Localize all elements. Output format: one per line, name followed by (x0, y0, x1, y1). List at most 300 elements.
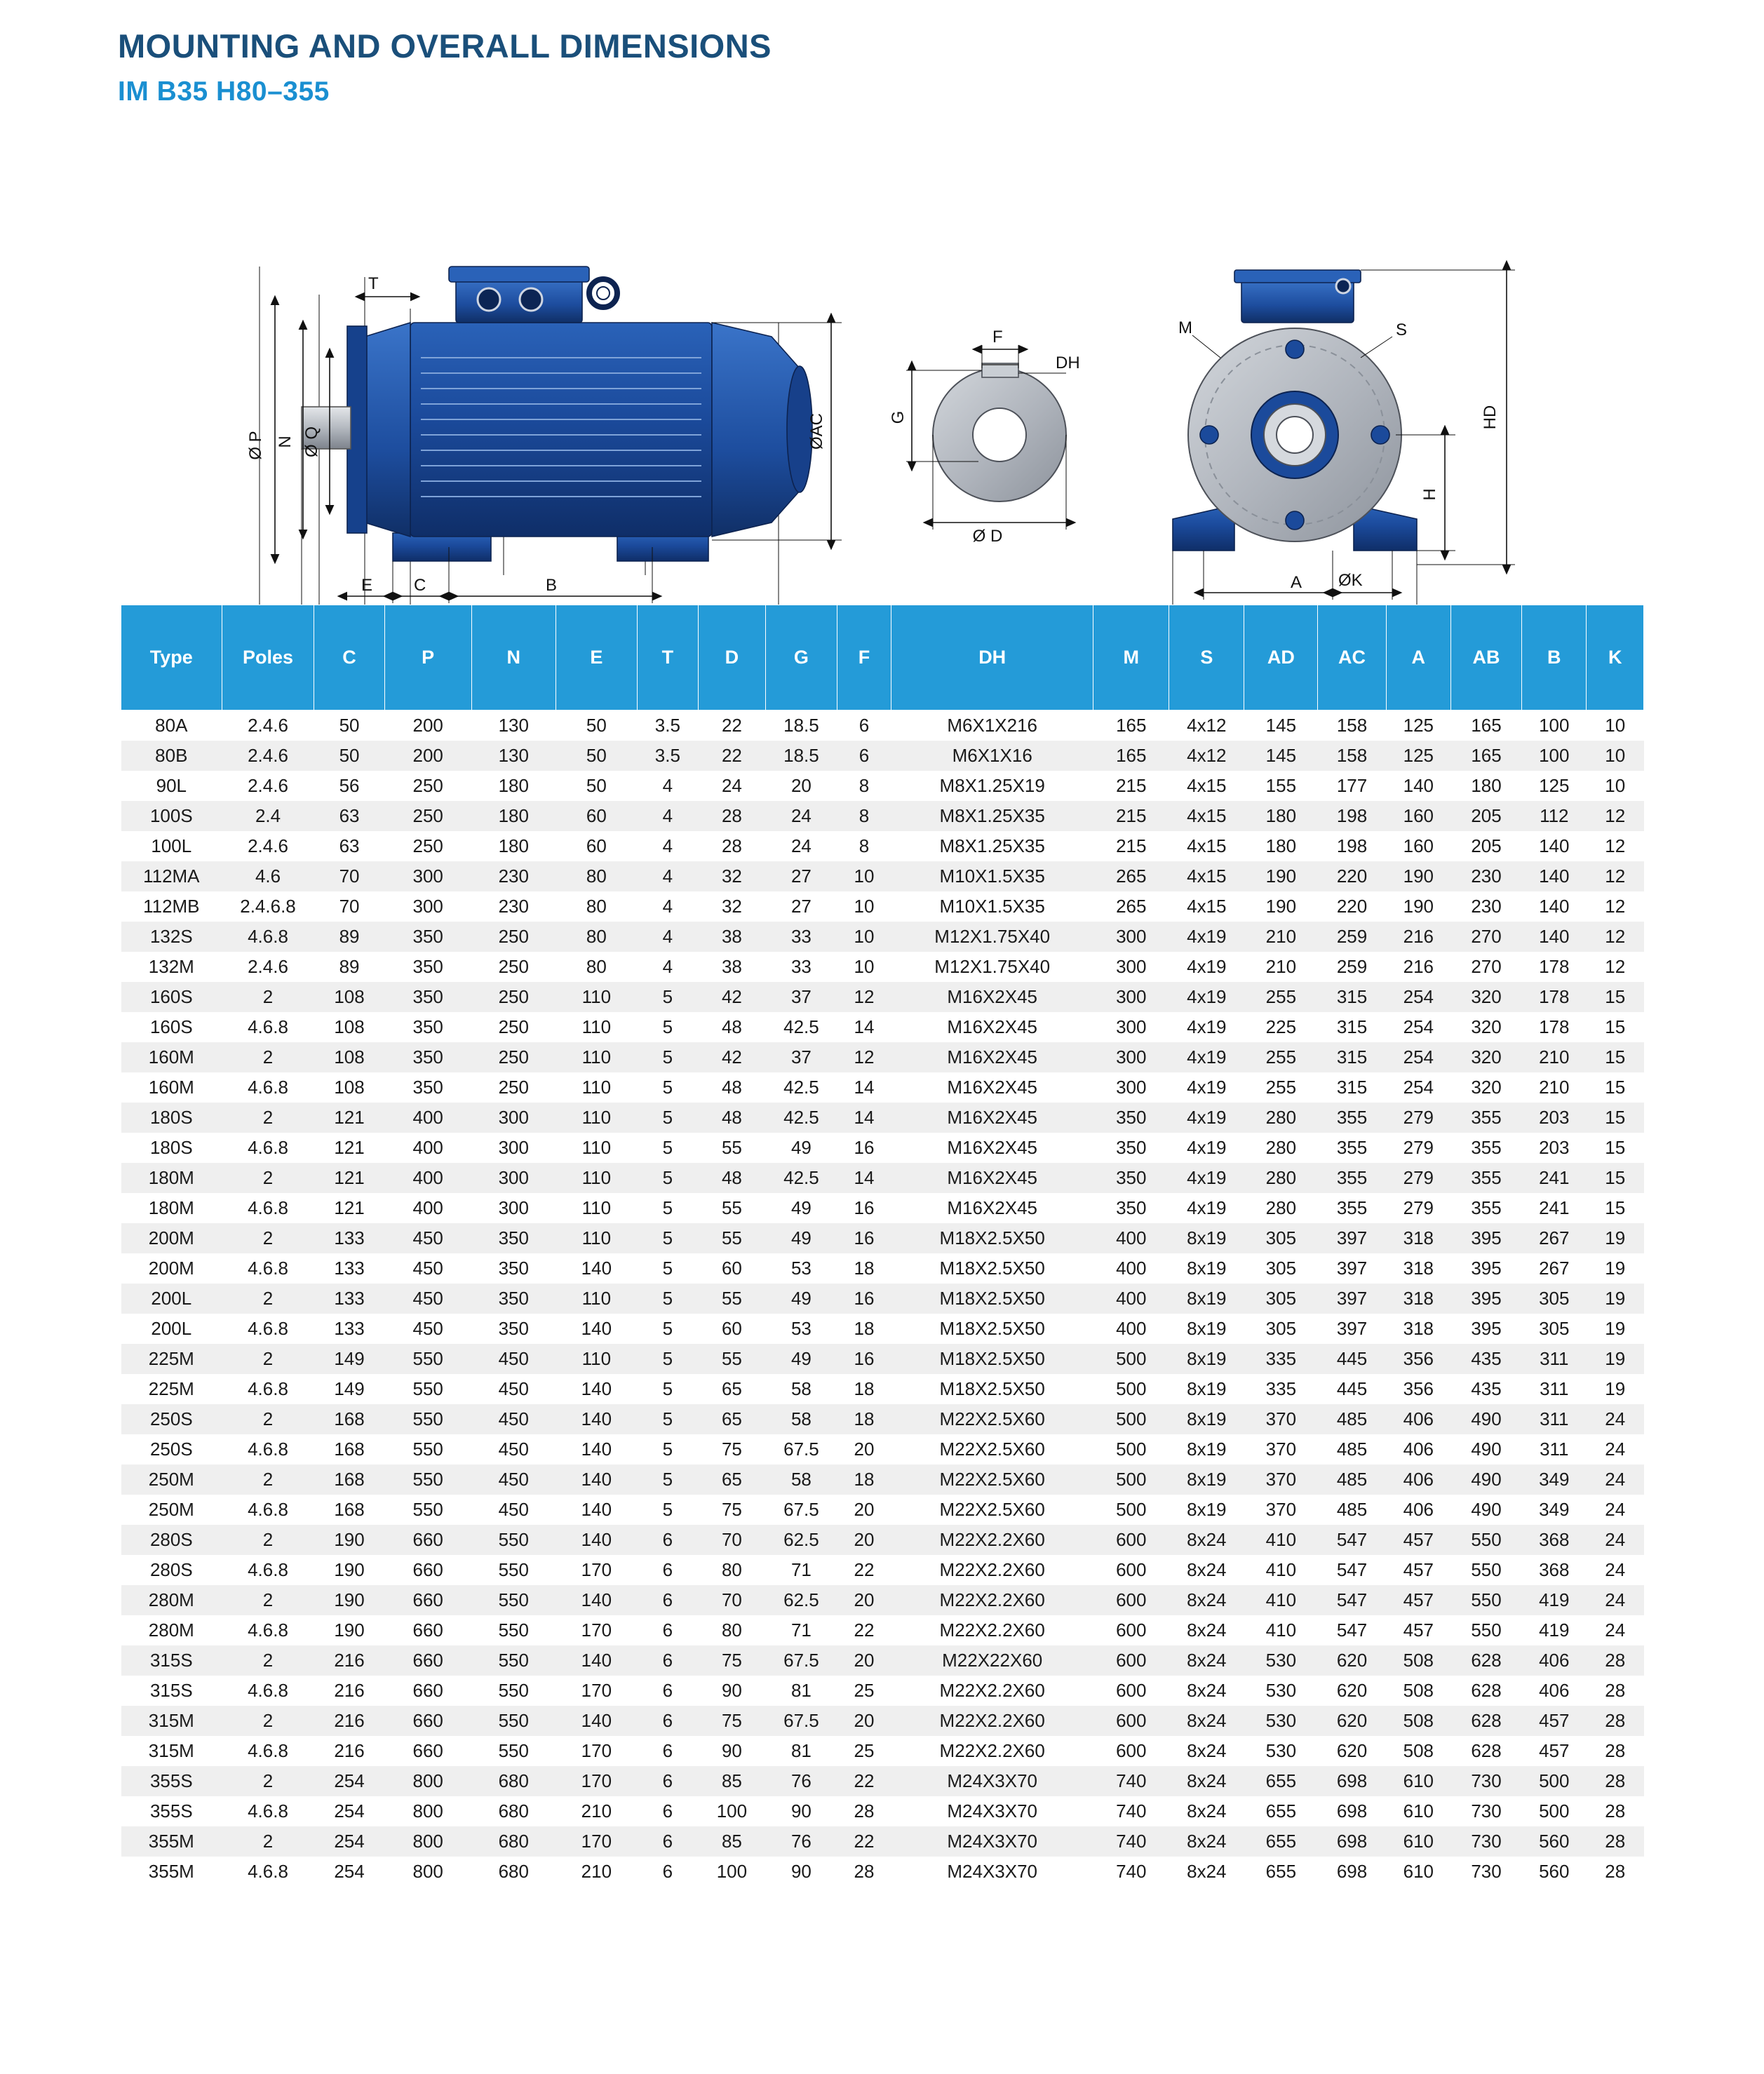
table-cell-k: 19 (1587, 1284, 1644, 1314)
table-cell-t: 5 (637, 1404, 698, 1434)
table-cell-e: 110 (556, 982, 637, 1012)
table-cell-t: 6 (637, 1676, 698, 1706)
table-cell-ac: 620 (1318, 1676, 1386, 1706)
table-cell-dh: M6X1X216 (891, 711, 1093, 741)
table-cell-n: 130 (471, 711, 556, 741)
table-cell-f: 12 (837, 982, 891, 1012)
table-cell-p: 350 (384, 952, 471, 982)
table-cell-ad: 530 (1244, 1676, 1318, 1706)
table-cell-poles: 4.6.8 (222, 1133, 314, 1163)
table-row (121, 1133, 1644, 1163)
table-cell-f: 14 (837, 1012, 891, 1042)
table-cell-ab: 205 (1450, 801, 1521, 831)
table-cell-k: 10 (1587, 741, 1644, 771)
svg-text:Ø P: Ø P (246, 431, 265, 460)
table-cell-n: 450 (471, 1464, 556, 1495)
table-cell-poles: 2 (222, 1223, 314, 1253)
table-cell-ac: 220 (1318, 861, 1386, 891)
table-cell-b: 178 (1522, 952, 1587, 982)
dimensions-table (121, 605, 1644, 1887)
table-cell-s: 4x19 (1169, 982, 1244, 1012)
table-cell-d: 90 (698, 1676, 765, 1706)
table-cell-n: 300 (471, 1193, 556, 1223)
svg-text:E: E (361, 576, 373, 595)
table-cell-n: 300 (471, 1163, 556, 1193)
table-cell-t: 6 (637, 1525, 698, 1555)
table-row (121, 1344, 1644, 1374)
table-cell-t: 6 (637, 1796, 698, 1826)
table-cell-k: 15 (1587, 1133, 1644, 1163)
table-cell-dh: M22X2.2X60 (891, 1525, 1093, 1555)
table-cell-ac: 355 (1318, 1163, 1386, 1193)
table-cell-d: 42 (698, 982, 765, 1012)
table-cell-f: 8 (837, 801, 891, 831)
table-cell-m: 265 (1093, 891, 1169, 922)
table-cell-m: 300 (1093, 922, 1169, 952)
table-cell-ac: 158 (1318, 741, 1386, 771)
table-cell-ab: 490 (1450, 1434, 1521, 1464)
table-cell-f: 20 (837, 1495, 891, 1525)
table-cell-k: 12 (1587, 891, 1644, 922)
table-col-header-type: Type (121, 605, 222, 711)
table-cell-ad: 305 (1244, 1253, 1318, 1284)
table-cell-b: 100 (1522, 741, 1587, 771)
table-cell-f: 10 (837, 861, 891, 891)
table-cell-e: 110 (556, 1223, 637, 1253)
table-cell-n: 550 (471, 1615, 556, 1645)
table-col-header-c: C (314, 605, 384, 711)
table-cell-ab: 355 (1450, 1103, 1521, 1133)
table-cell-type: 280S (121, 1525, 222, 1555)
table-row (121, 1766, 1644, 1796)
table-row (121, 1434, 1644, 1464)
table-cell-ad: 655 (1244, 1796, 1318, 1826)
table-cell-ab: 355 (1450, 1133, 1521, 1163)
table-cell-t: 6 (637, 1826, 698, 1857)
table-cell-ac: 620 (1318, 1706, 1386, 1736)
table-cell-dh: M24X3X70 (891, 1766, 1093, 1796)
table-cell-c: 121 (314, 1163, 384, 1193)
table-row (121, 1645, 1644, 1676)
table-cell-t: 5 (637, 1133, 698, 1163)
table-cell-ad: 370 (1244, 1495, 1318, 1525)
table-cell-e: 50 (556, 771, 637, 801)
table-cell-p: 200 (384, 741, 471, 771)
table-cell-d: 75 (698, 1495, 765, 1525)
table-cell-d: 38 (698, 922, 765, 952)
table-col-header-k: K (1587, 605, 1644, 711)
table-cell-g: 76 (766, 1826, 837, 1857)
table-cell-e: 50 (556, 711, 637, 741)
table-row (121, 1072, 1644, 1103)
table-cell-f: 18 (837, 1404, 891, 1434)
table-cell-m: 400 (1093, 1253, 1169, 1284)
table-cell-poles: 4.6.8 (222, 1434, 314, 1464)
table-cell-s: 8x19 (1169, 1434, 1244, 1464)
table-cell-m: 500 (1093, 1374, 1169, 1404)
table-cell-e: 110 (556, 1103, 637, 1133)
table-cell-m: 400 (1093, 1314, 1169, 1344)
table-cell-a: 254 (1386, 1072, 1450, 1103)
table-cell-b: 419 (1522, 1615, 1587, 1645)
table-cell-f: 10 (837, 952, 891, 982)
table-cell-e: 140 (556, 1434, 637, 1464)
table-cell-dh: M24X3X70 (891, 1826, 1093, 1857)
svg-text:Ø Q: Ø Q (302, 426, 321, 458)
table-row (121, 1284, 1644, 1314)
table-cell-m: 265 (1093, 861, 1169, 891)
table-cell-b: 500 (1522, 1766, 1587, 1796)
table-cell-f: 10 (837, 922, 891, 952)
table-cell-poles: 2.4 (222, 801, 314, 831)
table-cell-type: 315M (121, 1706, 222, 1736)
table-row (121, 1525, 1644, 1555)
table-cell-k: 28 (1587, 1645, 1644, 1676)
table-cell-a: 457 (1386, 1525, 1450, 1555)
table-cell-ac: 315 (1318, 1012, 1386, 1042)
table-cell-m: 400 (1093, 1223, 1169, 1253)
table-cell-m: 500 (1093, 1464, 1169, 1495)
table-cell-t: 6 (637, 1857, 698, 1887)
table-cell-poles: 4.6.8 (222, 1314, 314, 1344)
table-cell-dh: M22X2.5X60 (891, 1404, 1093, 1434)
table-cell-s: 4x19 (1169, 952, 1244, 982)
table-cell-poles: 2.4.6 (222, 771, 314, 801)
table-cell-c: 108 (314, 1042, 384, 1072)
table-cell-poles: 2 (222, 1766, 314, 1796)
table-cell-poles: 4.6.8 (222, 1374, 314, 1404)
table-cell-ab: 550 (1450, 1525, 1521, 1555)
table-cell-d: 22 (698, 711, 765, 741)
table-row (121, 1193, 1644, 1223)
table-cell-b: 560 (1522, 1826, 1587, 1857)
table-cell-ab: 180 (1450, 771, 1521, 801)
table-cell-e: 110 (556, 1163, 637, 1193)
table-cell-s: 8x19 (1169, 1344, 1244, 1374)
table-cell-n: 450 (471, 1495, 556, 1525)
svg-text:H: H (1420, 488, 1439, 501)
table-cell-type: 225M (121, 1374, 222, 1404)
table-cell-t: 5 (637, 1464, 698, 1495)
svg-text:HD: HD (1481, 405, 1500, 430)
table-cell-p: 250 (384, 831, 471, 861)
table-cell-b: 203 (1522, 1103, 1587, 1133)
table-cell-n: 450 (471, 1404, 556, 1434)
table-cell-f: 10 (837, 891, 891, 922)
table-cell-f: 14 (837, 1072, 891, 1103)
table-cell-a: 160 (1386, 801, 1450, 831)
table-cell-s: 8x24 (1169, 1525, 1244, 1555)
table-cell-a: 140 (1386, 771, 1450, 801)
table-cell-s: 4x19 (1169, 1103, 1244, 1133)
table-cell-ab: 628 (1450, 1706, 1521, 1736)
table-cell-g: 18.5 (766, 741, 837, 771)
table-cell-c: 254 (314, 1766, 384, 1796)
table-cell-dh: M18X2.5X50 (891, 1223, 1093, 1253)
table-cell-g: 58 (766, 1464, 837, 1495)
table-cell-t: 5 (637, 1223, 698, 1253)
table-cell-type: 315S (121, 1676, 222, 1706)
table-cell-dh: M16X2X45 (891, 1133, 1093, 1163)
table-cell-c: 108 (314, 1072, 384, 1103)
table-cell-t: 5 (637, 1042, 698, 1072)
table-cell-ad: 180 (1244, 831, 1318, 861)
table-cell-k: 19 (1587, 1253, 1644, 1284)
table-cell-m: 300 (1093, 1042, 1169, 1072)
table-cell-b: 349 (1522, 1464, 1587, 1495)
table-cell-t: 5 (637, 1253, 698, 1284)
table-cell-e: 110 (556, 1193, 637, 1223)
table-cell-p: 800 (384, 1766, 471, 1796)
table-cell-k: 28 (1587, 1796, 1644, 1826)
table-cell-f: 8 (837, 831, 891, 861)
table-cell-b: 305 (1522, 1314, 1587, 1344)
table-cell-k: 24 (1587, 1434, 1644, 1464)
table-cell-ab: 490 (1450, 1495, 1521, 1525)
table-cell-d: 75 (698, 1706, 765, 1736)
table-cell-poles: 4.6.8 (222, 1676, 314, 1706)
table-row (121, 801, 1644, 831)
table-cell-m: 300 (1093, 982, 1169, 1012)
table-cell-type: 100L (121, 831, 222, 861)
table-cell-e: 60 (556, 831, 637, 861)
table-cell-k: 28 (1587, 1766, 1644, 1796)
table-cell-dh: M10X1.5X35 (891, 861, 1093, 891)
table-cell-a: 406 (1386, 1464, 1450, 1495)
table-cell-a: 318 (1386, 1253, 1450, 1284)
table-cell-ab: 435 (1450, 1344, 1521, 1374)
table-row (121, 1223, 1644, 1253)
table-col-header-ab: AB (1450, 605, 1521, 711)
table-cell-s: 8x19 (1169, 1284, 1244, 1314)
table-cell-g: 53 (766, 1314, 837, 1344)
table-row (121, 1012, 1644, 1042)
table-cell-g: 24 (766, 831, 837, 861)
table-cell-c: 149 (314, 1344, 384, 1374)
table-cell-k: 10 (1587, 771, 1644, 801)
table-row (121, 1857, 1644, 1887)
table-cell-ab: 395 (1450, 1314, 1521, 1344)
table-cell-f: 18 (837, 1464, 891, 1495)
table-cell-ac: 315 (1318, 1042, 1386, 1072)
table-cell-s: 8x24 (1169, 1736, 1244, 1766)
table-cell-poles: 2 (222, 1464, 314, 1495)
table-cell-f: 6 (837, 711, 891, 741)
table-cell-c: 133 (314, 1223, 384, 1253)
table-cell-g: 49 (766, 1133, 837, 1163)
table-cell-ad: 280 (1244, 1103, 1318, 1133)
table-cell-f: 16 (837, 1284, 891, 1314)
table-cell-ac: 355 (1318, 1133, 1386, 1163)
table-body (121, 711, 1644, 1887)
table-cell-ab: 730 (1450, 1826, 1521, 1857)
table-cell-type: 90L (121, 771, 222, 801)
table-cell-c: 190 (314, 1585, 384, 1615)
table-cell-poles: 2 (222, 1344, 314, 1374)
table-cell-k: 24 (1587, 1495, 1644, 1525)
table-cell-dh: M16X2X45 (891, 1042, 1093, 1072)
table-cell-p: 800 (384, 1826, 471, 1857)
table-cell-e: 80 (556, 861, 637, 891)
table-cell-n: 350 (471, 1223, 556, 1253)
table-cell-poles: 2 (222, 1585, 314, 1615)
table-cell-k: 15 (1587, 1042, 1644, 1072)
table-cell-f: 28 (837, 1857, 891, 1887)
table-cell-type: 112MA (121, 861, 222, 891)
table-cell-a: 279 (1386, 1103, 1450, 1133)
table-cell-p: 550 (384, 1495, 471, 1525)
table-cell-a: 254 (1386, 1042, 1450, 1072)
table-cell-m: 350 (1093, 1193, 1169, 1223)
table-cell-e: 80 (556, 922, 637, 952)
table-cell-g: 71 (766, 1555, 837, 1585)
table-cell-ac: 355 (1318, 1193, 1386, 1223)
table-cell-poles: 2 (222, 1042, 314, 1072)
table-cell-e: 140 (556, 1585, 637, 1615)
table-cell-d: 32 (698, 861, 765, 891)
table-cell-g: 42.5 (766, 1012, 837, 1042)
table-cell-n: 550 (471, 1525, 556, 1555)
table-cell-a: 125 (1386, 741, 1450, 771)
table-cell-p: 660 (384, 1676, 471, 1706)
table-cell-d: 55 (698, 1133, 765, 1163)
svg-text:N: N (276, 436, 295, 448)
table-cell-c: 70 (314, 861, 384, 891)
table-cell-f: 28 (837, 1796, 891, 1826)
table-cell-dh: M18X2.5X50 (891, 1253, 1093, 1284)
table-cell-ad: 155 (1244, 771, 1318, 801)
table-cell-s: 8x24 (1169, 1826, 1244, 1857)
table-cell-ab: 395 (1450, 1284, 1521, 1314)
table-cell-t: 6 (637, 1555, 698, 1585)
table-cell-ab: 628 (1450, 1645, 1521, 1676)
table-cell-f: 16 (837, 1223, 891, 1253)
table-cell-s: 4x12 (1169, 741, 1244, 771)
table-cell-type: 132M (121, 952, 222, 982)
table-cell-a: 508 (1386, 1676, 1450, 1706)
table-cell-b: 112 (1522, 801, 1587, 831)
table-cell-b: 100 (1522, 711, 1587, 741)
table-cell-n: 550 (471, 1555, 556, 1585)
table-cell-ac: 198 (1318, 801, 1386, 831)
table-cell-g: 42.5 (766, 1072, 837, 1103)
table-cell-g: 33 (766, 952, 837, 982)
table-cell-ac: 620 (1318, 1736, 1386, 1766)
table-col-header-m: M (1093, 605, 1169, 711)
table-cell-k: 24 (1587, 1555, 1644, 1585)
table-cell-n: 250 (471, 982, 556, 1012)
table-cell-d: 80 (698, 1555, 765, 1585)
table-cell-p: 250 (384, 801, 471, 831)
table-cell-c: 190 (314, 1525, 384, 1555)
table-cell-b: 305 (1522, 1284, 1587, 1314)
table-cell-f: 18 (837, 1374, 891, 1404)
table-cell-g: 81 (766, 1736, 837, 1766)
table-cell-ad: 335 (1244, 1374, 1318, 1404)
table-cell-t: 6 (637, 1706, 698, 1736)
table-cell-dh: M10X1.5X35 (891, 891, 1093, 922)
table-cell-b: 311 (1522, 1404, 1587, 1434)
table-cell-m: 740 (1093, 1826, 1169, 1857)
page-header (118, 27, 772, 107)
table-cell-ab: 230 (1450, 861, 1521, 891)
table-cell-c: 70 (314, 891, 384, 922)
table-cell-p: 660 (384, 1706, 471, 1736)
table-cell-g: 24 (766, 801, 837, 831)
table-cell-ab: 355 (1450, 1163, 1521, 1193)
table-cell-ab: 165 (1450, 711, 1521, 741)
table-cell-d: 75 (698, 1645, 765, 1676)
table-cell-n: 350 (471, 1314, 556, 1344)
svg-text:B: B (546, 576, 558, 595)
table-cell-poles: 4.6.8 (222, 1072, 314, 1103)
table-cell-ad: 655 (1244, 1766, 1318, 1796)
table-cell-p: 450 (384, 1223, 471, 1253)
table-cell-type: 160M (121, 1072, 222, 1103)
table-cell-ac: 547 (1318, 1615, 1386, 1645)
table-cell-poles: 4.6.8 (222, 1012, 314, 1042)
table-cell-p: 300 (384, 861, 471, 891)
table-cell-f: 16 (837, 1133, 891, 1163)
table-cell-k: 24 (1587, 1525, 1644, 1555)
table-cell-dh: M22X2.5X60 (891, 1434, 1093, 1464)
table-cell-e: 170 (556, 1555, 637, 1585)
table-col-header-g: G (766, 605, 837, 711)
table-cell-e: 170 (556, 1736, 637, 1766)
table-cell-p: 450 (384, 1284, 471, 1314)
table-cell-b: 210 (1522, 1072, 1587, 1103)
table-cell-ad: 530 (1244, 1645, 1318, 1676)
table-cell-n: 130 (471, 741, 556, 771)
table-cell-dh: M16X2X45 (891, 1103, 1093, 1133)
table-cell-a: 406 (1386, 1434, 1450, 1464)
table-cell-g: 67.5 (766, 1645, 837, 1676)
table-cell-f: 14 (837, 1103, 891, 1133)
table-cell-p: 660 (384, 1555, 471, 1585)
table-cell-poles: 2 (222, 1645, 314, 1676)
table-cell-ad: 410 (1244, 1525, 1318, 1555)
table-cell-g: 49 (766, 1223, 837, 1253)
table-cell-s: 8x24 (1169, 1766, 1244, 1796)
table-cell-m: 500 (1093, 1434, 1169, 1464)
table-cell-type: 132S (121, 922, 222, 952)
table-row (121, 861, 1644, 891)
table-cell-a: 610 (1386, 1766, 1450, 1796)
table-cell-dh: M16X2X45 (891, 1163, 1093, 1193)
table-row (121, 1796, 1644, 1826)
table-cell-t: 5 (637, 982, 698, 1012)
table-row (121, 1103, 1644, 1133)
table-cell-t: 6 (637, 1645, 698, 1676)
table-cell-g: 20 (766, 771, 837, 801)
table-cell-s: 4x19 (1169, 1012, 1244, 1042)
table-cell-s: 4x19 (1169, 1072, 1244, 1103)
table-cell-t: 3.5 (637, 741, 698, 771)
table-cell-m: 600 (1093, 1585, 1169, 1615)
table-row (121, 1615, 1644, 1645)
table-cell-t: 4 (637, 891, 698, 922)
table-cell-type: 200M (121, 1223, 222, 1253)
table-cell-c: 216 (314, 1706, 384, 1736)
table-row (121, 1374, 1644, 1404)
table-row (121, 1826, 1644, 1857)
table-cell-m: 215 (1093, 831, 1169, 861)
table-cell-g: 49 (766, 1344, 837, 1374)
table-cell-k: 15 (1587, 1163, 1644, 1193)
table-cell-dh: M18X2.5X50 (891, 1344, 1093, 1374)
table-cell-k: 12 (1587, 952, 1644, 982)
table-cell-d: 85 (698, 1766, 765, 1796)
